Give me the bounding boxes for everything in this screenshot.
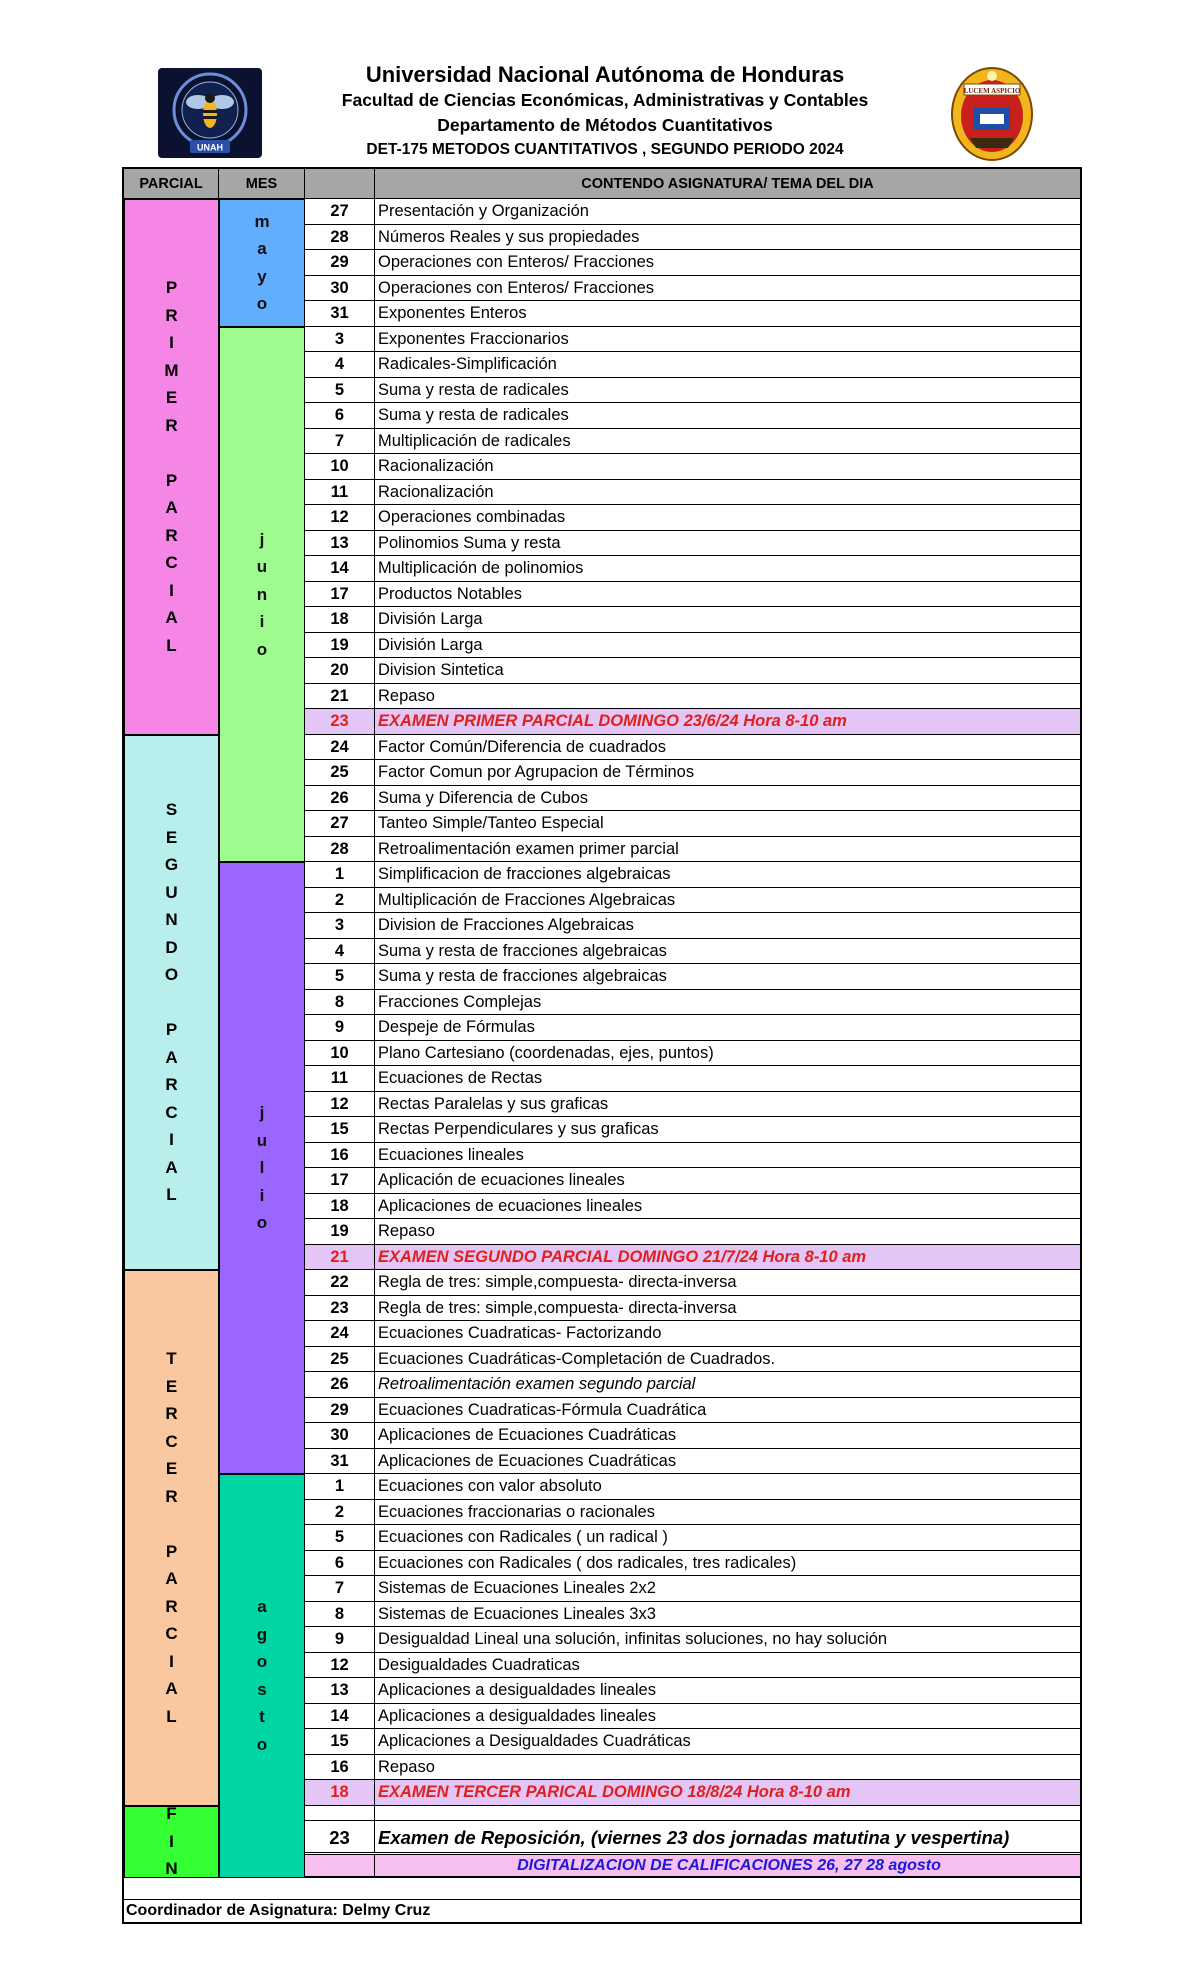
unah-logo: [158, 68, 262, 158]
parcial-letter: O: [164, 965, 179, 984]
topic-cell: Aplicaciones a desigualdades lineales: [378, 1681, 656, 1699]
day-cell: 29: [305, 250, 375, 275]
mes-letter: i: [259, 612, 265, 631]
schedule-row: [305, 1321, 1080, 1347]
parcial-letter: A: [165, 1569, 178, 1589]
day-cell: 7: [305, 1576, 375, 1601]
parcial-letter: R: [165, 1404, 178, 1424]
day-cell: 19: [305, 1219, 375, 1244]
schedule-row: [305, 250, 1080, 276]
mes-letter: g: [256, 1624, 268, 1644]
parcial-letter: A: [165, 1679, 178, 1699]
day-cell: 8: [305, 990, 375, 1015]
day-cell: 18: [305, 607, 375, 632]
parcial-letter: R: [165, 1596, 178, 1616]
schedule-row: [305, 225, 1080, 251]
day-cell: 5: [305, 1525, 375, 1550]
schedule-row: [305, 531, 1080, 557]
parcial-block: [124, 199, 219, 735]
parcial-letter: I: [169, 1130, 174, 1149]
mes-block: [219, 199, 305, 327]
parcial-letter: P: [165, 1541, 178, 1561]
parcial-block: [124, 1806, 219, 1878]
schedule-row: [305, 1423, 1080, 1449]
day-cell: [305, 1806, 375, 1820]
schedule-row: [305, 1576, 1080, 1602]
day-cell: 25: [305, 760, 375, 785]
schedule-row: [305, 556, 1080, 582]
mes-letter: a: [257, 1597, 267, 1617]
mes-letter: u: [256, 1130, 268, 1150]
day-cell: 4: [305, 352, 375, 377]
topic-cell: Aplicaciones a desigualdades lineales: [378, 1706, 656, 1725]
schedule-row: [305, 454, 1080, 480]
schedule-row: [305, 1627, 1080, 1653]
day-cell: 28: [305, 225, 375, 250]
topic-cell: Despeje de Fórmulas: [378, 1018, 535, 1036]
day-cell: 3: [305, 327, 375, 352]
parcial-letter: C: [165, 1624, 178, 1644]
day-cell: 14: [305, 556, 375, 581]
schedule-row: [305, 1474, 1080, 1500]
parcial-letter: C: [165, 553, 178, 573]
schedule-row: [305, 199, 1080, 225]
schedule-row: [305, 1092, 1080, 1118]
parcial-letter: A: [165, 498, 178, 518]
document-header: [120, 58, 1080, 166]
parcial-block: [124, 1270, 219, 1806]
day-cell: 23: [305, 1296, 375, 1321]
topic-cell: Division Sintetica: [378, 661, 504, 679]
svg-text:LUCEM ASPICIO: LUCEM ASPICIO: [963, 87, 1021, 95]
day-cell: 20: [305, 658, 375, 683]
schedule-row: [305, 378, 1080, 404]
topic-cell: Ecuaciones con Radicales ( un radical ): [378, 1528, 668, 1546]
topic-cell: Aplicación de ecuaciones lineales: [378, 1171, 625, 1189]
topic-cell: Suma y resta de radicales: [378, 380, 569, 399]
parcial-block: [124, 735, 219, 1271]
schedule-row: [305, 1194, 1080, 1220]
schedule-row: [305, 1855, 1080, 1878]
schedule-row: [305, 1755, 1080, 1781]
parcial-letter: R: [165, 305, 178, 325]
day-cell: 24: [305, 735, 375, 760]
faculty-title: Facultad de Ciencias Económicas, Administrativas y Contables: [341, 90, 869, 110]
topic-cell: Examen de Reposición, (viernes 23 dos jornadas matutina y vespertina): [378, 1826, 1010, 1848]
day-cell: 21: [305, 1245, 375, 1270]
day-cell: 3: [305, 913, 375, 938]
schedule-row: [305, 990, 1080, 1016]
schedule-row: [305, 1398, 1080, 1424]
topic-cell: EXAMEN SEGUNDO PARCIAL DOMINGO 21/7/24 Hora 8-10 am: [378, 1247, 867, 1266]
mes-letter: o: [256, 639, 268, 659]
topic-cell: Repaso: [378, 1757, 435, 1776]
parcial-letter: G: [164, 855, 179, 874]
parcial-letter: D: [165, 937, 178, 957]
day-cell: 16: [305, 1143, 375, 1168]
topic-cell: EXAMEN PRIMER PARCIAL DOMINGO 23/6/24 Hora 8-10 am: [378, 712, 847, 730]
parcial-letter: A: [165, 1157, 178, 1177]
schedule-row: [305, 1347, 1080, 1373]
day-cell: 16: [305, 1755, 375, 1780]
schedule-row: [305, 939, 1080, 965]
svg-text:UNAH: UNAH: [197, 142, 223, 153]
day-cell: 24: [305, 1321, 375, 1346]
schedule-row: [305, 607, 1080, 633]
topic-cell: Suma y resta de radicales: [378, 406, 569, 424]
topic-cell: Multiplicación de polinomios: [378, 559, 584, 577]
mes-letter: n: [256, 584, 268, 604]
topic-cell: Números Reales y sus propiedades: [378, 227, 640, 246]
schedule-row: [305, 1372, 1080, 1398]
parcial-letter: N: [165, 1859, 178, 1879]
topic-cell: Suma y resta de fracciones algebraicas: [378, 967, 667, 985]
day-cell: 23: [305, 709, 375, 734]
schedule-row: [305, 1806, 1080, 1821]
topic-cell: Retroalimentación examen segundo parcial: [378, 1375, 696, 1393]
topic-cell: Rectas Paralelas y sus graficas: [378, 1094, 609, 1113]
day-cell: 6: [305, 403, 375, 428]
topic-cell: Factor Comun por Agrupacion de Términos: [378, 763, 695, 781]
topic-cell: Multiplicación de Fracciones Algebraicas: [378, 890, 676, 909]
schedule-row: [305, 1117, 1080, 1143]
mes-letter: i: [259, 1185, 265, 1205]
mes-letter: j: [259, 529, 265, 549]
parcial-letter: N: [165, 910, 178, 929]
topic-cell: Multiplicación de radicales: [378, 431, 571, 450]
day-cell: [305, 1855, 375, 1876]
schedule-row: [305, 658, 1080, 684]
schedule-row: [305, 505, 1080, 531]
schedule-row: [305, 1015, 1080, 1041]
schedule-row: [305, 1041, 1080, 1067]
mes-block: [219, 327, 305, 863]
topic-cell: Ecuaciones Cuadraticas-Fórmula Cuadrática: [378, 1400, 707, 1419]
column-header-mes: MES: [219, 169, 305, 199]
topic-cell: EXAMEN TERCER PARICAL DOMINGO 18/8/24 Hora 8-10 am: [378, 1783, 851, 1801]
schedule-row: [305, 760, 1080, 786]
schedule-row: [305, 633, 1080, 659]
mes-letter: o: [256, 1734, 268, 1754]
schedule-row: [305, 811, 1080, 837]
parcial-letter: R: [165, 1486, 178, 1506]
schedule-row: [305, 1704, 1080, 1730]
department-title: Departamento de Métodos Cuantitativos: [437, 115, 773, 135]
day-cell: 31: [305, 1449, 375, 1474]
schedule-row: [305, 1551, 1080, 1577]
topic-cell: Radicales-Simplificación: [378, 355, 557, 373]
topic-cell: Polinomios Suma y resta: [378, 533, 561, 552]
day-cell: 10: [305, 1041, 375, 1066]
day-cell: 11: [305, 480, 375, 505]
schedule-row: [305, 1602, 1080, 1628]
schedule-row: [305, 403, 1080, 429]
parcial-letter: L: [166, 1185, 177, 1204]
parcial-letter: P: [165, 278, 178, 298]
schedule-row: [305, 1219, 1080, 1245]
day-cell: 9: [305, 1627, 375, 1652]
topic-cell: Division de Fracciones Algebraicas: [378, 916, 634, 934]
day-cell: 7: [305, 429, 375, 454]
exam-row: [305, 1780, 1080, 1806]
university-title: Universidad Nacional Autónoma de Honduras: [365, 62, 845, 87]
topic-cell: [375, 1806, 1080, 1820]
schedule-row: [305, 352, 1080, 378]
topic-cell: Aplicaciones a Desigualdades Cuadráticas: [378, 1732, 691, 1750]
column-header-contenido: CONTENDO ASIGNATURA/ TEMA DEL DIA: [375, 169, 1080, 199]
day-cell: 5: [305, 378, 375, 403]
topic-cell: Sistemas de Ecuaciones Lineales 2x2: [378, 1579, 656, 1597]
parcial-letter: E: [165, 1376, 178, 1396]
schedule-row: [305, 301, 1080, 327]
topic-cell: Aplicaciones de Ecuaciones Cuadráticas: [378, 1451, 677, 1470]
schedule-row: [305, 1449, 1080, 1475]
exam-row: [305, 1245, 1080, 1271]
mes-letter: u: [256, 557, 268, 576]
schedule-row: [305, 862, 1080, 888]
schedule-row: [305, 837, 1080, 863]
schedule-row: [305, 480, 1080, 506]
day-cell: 22: [305, 1270, 375, 1295]
mes-letter: m: [254, 211, 270, 231]
day-cell: 31: [305, 301, 375, 326]
parcial-letter: I: [169, 580, 174, 600]
topic-cell: Regla de tres: simple,compuesta- directa-inversa: [378, 1273, 737, 1291]
day-cell: 18: [305, 1780, 375, 1805]
schedule-row: [305, 327, 1080, 353]
parcial-letter: R: [165, 415, 178, 435]
schedule-row: [305, 735, 1080, 761]
course-title: DET-175 METODOS CUANTITATIVOS , SEGUNDO PERIODO 2024: [366, 141, 844, 158]
schedule-row: [305, 786, 1080, 812]
parcial-letter: I: [169, 1831, 174, 1851]
day-cell: 10: [305, 454, 375, 479]
mes-letter: a: [257, 239, 267, 259]
day-cell: 8: [305, 1602, 375, 1627]
schedule-row: [305, 1525, 1080, 1551]
parcial-letter: T: [166, 1349, 177, 1369]
parcial-letter: S: [165, 800, 178, 819]
parcial-letter: E: [165, 827, 178, 847]
day-cell: 1: [305, 1474, 375, 1499]
day-cell: 30: [305, 1423, 375, 1448]
schedule-row: [305, 1821, 1080, 1855]
schedule-row: [305, 1270, 1080, 1296]
topic-cell: Ecuaciones Cuadraticas- Factorizando: [378, 1324, 662, 1342]
exam-row: [305, 709, 1080, 735]
parcial-letter: R: [165, 1075, 178, 1094]
day-cell: 5: [305, 964, 375, 989]
parcial-letter: R: [165, 525, 178, 545]
topic-cell: Racionalización: [378, 457, 494, 475]
day-cell: 18: [305, 1194, 375, 1219]
topic-cell: Racionalización: [378, 482, 494, 501]
day-cell: 9: [305, 1015, 375, 1040]
topic-cell: Fracciones Complejas: [378, 992, 542, 1011]
day-cell: 14: [305, 1704, 375, 1729]
schedule-row: [305, 684, 1080, 710]
schedule-row: [305, 1729, 1080, 1755]
parcial-letter: C: [165, 1431, 178, 1451]
parcial-letter: P: [165, 1020, 178, 1039]
mes-letter: y: [257, 266, 267, 286]
parcial-letter: E: [165, 1459, 178, 1479]
topic-cell: Ecuaciones de Rectas: [378, 1069, 543, 1087]
topic-cell: División Larga: [378, 610, 483, 628]
day-cell: 17: [305, 582, 375, 607]
day-cell: 25: [305, 1347, 375, 1372]
schedule-row: [305, 1168, 1080, 1194]
parcial-letter: P: [165, 470, 178, 490]
day-cell: 1: [305, 862, 375, 887]
schedule-row: [305, 1500, 1080, 1526]
topic-cell: Plano Cartesiano (coordenadas, ejes, puntos): [378, 1043, 714, 1062]
topic-cell: Regla de tres: simple,compuesta- directa-inversa: [378, 1298, 737, 1317]
day-cell: 4: [305, 939, 375, 964]
column-header-day: [305, 169, 375, 199]
parcial-letter: M: [164, 360, 179, 380]
schedule-row: [305, 888, 1080, 914]
day-cell: 11: [305, 1066, 375, 1091]
topic-cell: Repaso: [378, 686, 435, 705]
topic-cell: Ecuaciones Cuadráticas-Completación de Cuadrados.: [378, 1349, 776, 1368]
schedule-row: [305, 429, 1080, 455]
parcial-letter: A: [165, 1047, 178, 1067]
day-cell: 29: [305, 1398, 375, 1423]
parcial-letter: I: [169, 1651, 174, 1671]
day-cell: 30: [305, 276, 375, 301]
topic-cell: Operaciones con Enteros/ Fracciones: [378, 278, 655, 297]
day-cell: 27: [305, 811, 375, 836]
mes-letter: s: [257, 1679, 267, 1699]
faculty-seal-logo: [950, 64, 1034, 162]
parcial-letter: I: [169, 333, 174, 353]
schedule-row: [305, 913, 1080, 939]
parcial-letter: L: [166, 1706, 177, 1726]
topic-cell: Sistemas de Ecuaciones Lineales 3x3: [378, 1604, 656, 1623]
day-cell: 12: [305, 1653, 375, 1678]
topic-cell: División Larga: [378, 635, 483, 654]
day-cell: 15: [305, 1117, 375, 1142]
topic-cell: Ecuaciones con valor absoluto: [378, 1477, 602, 1495]
parcial-letter: E: [165, 388, 178, 408]
topic-cell: Productos Notables: [378, 584, 522, 603]
parcial-letter: C: [165, 1102, 178, 1122]
topic-cell: Simplificacion de fracciones algebraicas: [378, 865, 671, 883]
topic-cell: Suma y Diferencia de Cubos: [378, 788, 589, 807]
schedule-row: [305, 1066, 1080, 1092]
day-cell: 2: [305, 888, 375, 913]
topic-cell: Aplicaciones de Ecuaciones Cuadráticas: [378, 1426, 677, 1444]
topic-cell: Tanteo Simple/Tanteo Especial: [378, 814, 604, 832]
day-cell: 12: [305, 505, 375, 530]
mes-letter: o: [256, 1213, 268, 1233]
schedule-row: [305, 1678, 1080, 1704]
day-cell: 26: [305, 786, 375, 811]
mes-block: [219, 1474, 305, 1878]
schedule-row: [305, 1296, 1080, 1322]
mes-block: [219, 862, 305, 1474]
day-cell: 21: [305, 684, 375, 709]
day-cell: 2: [305, 1500, 375, 1525]
topic-cell: Presentación y Organización: [378, 202, 589, 220]
schedule-row: [305, 1653, 1080, 1679]
coordinator-footer: Coordinador de Asignatura: Delmy Cruz: [124, 1899, 1080, 1922]
day-cell: 23: [305, 1821, 375, 1852]
mes-letter: j: [259, 1103, 265, 1123]
topic-cell: Operaciones con Enteros/ Fracciones: [378, 253, 655, 271]
schedule-row: [305, 1143, 1080, 1169]
column-header-parcial: PARCIAL: [124, 169, 219, 199]
topic-cell: Desigualdad Lineal una solución, infinitas soluciones, no hay solución: [378, 1630, 888, 1648]
schedule-row: [305, 964, 1080, 990]
day-cell: 6: [305, 1551, 375, 1576]
topic-cell: Desigualdades Cuadraticas: [378, 1655, 580, 1674]
topic-cell: Rectas Perpendiculares y sus graficas: [378, 1120, 659, 1138]
schedule-row: [305, 582, 1080, 608]
day-cell: 17: [305, 1168, 375, 1193]
parcial-letter: L: [166, 635, 177, 655]
topic-cell: Suma y resta de fracciones algebraicas: [378, 941, 667, 960]
topic-cell: Factor Común/Diferencia de cuadrados: [378, 737, 666, 756]
day-cell: 28: [305, 837, 375, 862]
schedule-table: [122, 167, 1082, 1924]
parcial-letter: A: [165, 608, 178, 628]
schedule-row: [305, 276, 1080, 302]
day-cell: 15: [305, 1729, 375, 1754]
mes-letter: o: [256, 1652, 268, 1672]
parcial-letter: F: [166, 1804, 177, 1824]
topic-cell: Retroalimentación examen primer parcial: [378, 839, 679, 858]
mes-letter: t: [259, 1707, 265, 1727]
day-cell: 13: [305, 531, 375, 556]
day-cell: 27: [305, 199, 375, 224]
mes-letter: o: [256, 294, 268, 314]
topic-cell: Exponentes Enteros: [378, 304, 527, 322]
day-cell: 12: [305, 1092, 375, 1117]
topic-cell: Ecuaciones con Radicales ( dos radicales, tres radicales): [378, 1553, 797, 1572]
topic-cell: Operaciones combinadas: [378, 508, 566, 526]
topic-cell: Ecuaciones fraccionarias o racionales: [378, 1502, 655, 1521]
topic-cell: Repaso: [378, 1222, 435, 1240]
day-cell: 26: [305, 1372, 375, 1397]
topic-cell: Ecuaciones lineales: [378, 1145, 524, 1164]
day-cell: 13: [305, 1678, 375, 1703]
topic-cell: Exponentes Fraccionarios: [378, 329, 569, 348]
topic-cell: Aplicaciones de ecuaciones lineales: [378, 1196, 643, 1215]
day-cell: 19: [305, 633, 375, 658]
parcial-letter: U: [165, 882, 178, 902]
mes-letter: l: [259, 1158, 265, 1178]
topic-cell: DIGITALIZACION DE CALIFICACIONES 26, 27 28 agosto: [517, 1856, 941, 1874]
